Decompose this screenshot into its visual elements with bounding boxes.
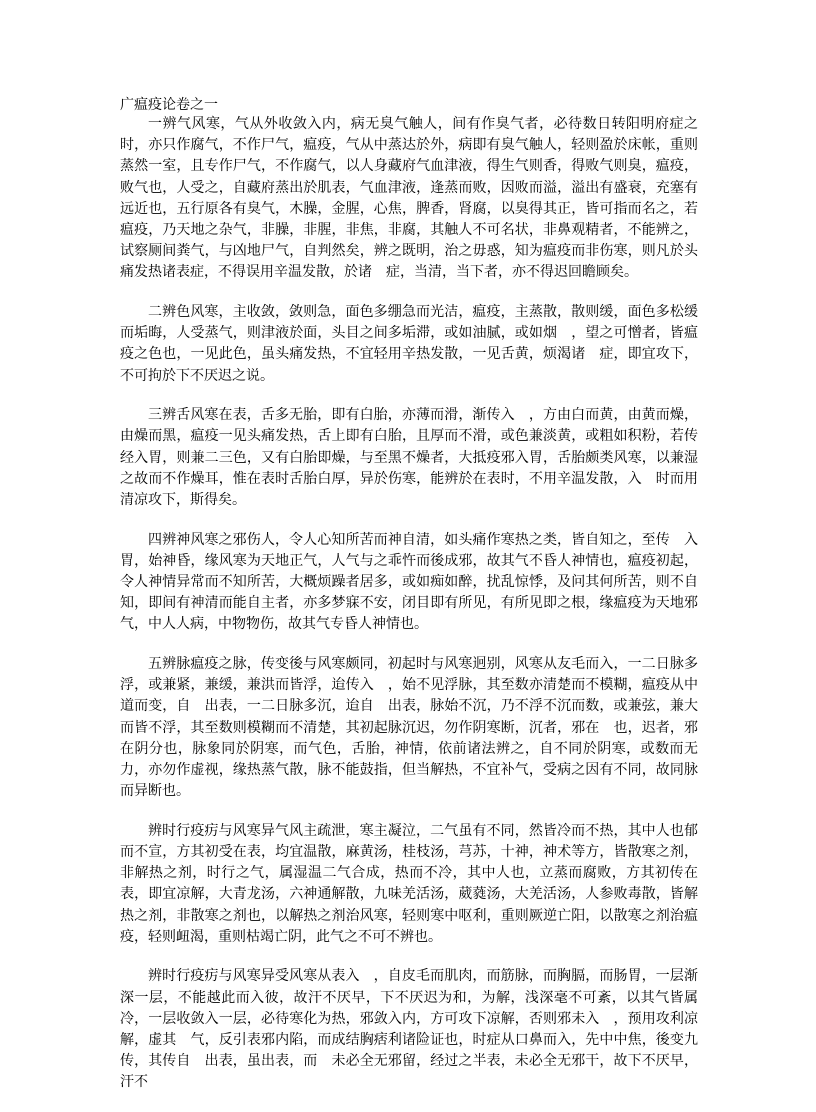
paragraph-complexion: 二辨色风寒，主收敛，敛则急，面色多绷急而光洁，瘟疫，主蒸散，散则缓，面色多松缓而垢晦，人受蒸气，则津液於面，头目之间多垢滞，或如油腻，或如烟 ，望之可憎者，皆瘟疫之色也，一见此色，虽头痛发热，不宜轻用辛热发散，一见舌黄，烦渴诸 症，即宜攻下，不可拘於下不厌迟之说。	[120, 304, 698, 384]
paragraph-pulse: 五辨脉瘟疫之脉，传变後与风寒颇同，初起时与风寒迥别，风寒从友毛而入，一二日脉多浮，或兼紧，兼缓，兼洪而皆浮，迨传入 ，始不见浮脉，其至数亦清楚而不模糊，瘟疫从中道而变，自 出表，一二日脉多沉，迨自 出表，脉始不沉，乃不浮不沉而数，或兼弦，兼大而皆不浮，其至数则模糊而不清楚，其初起脉沉迟，勿作阴寒断，沉者，邪在 也，迟者，邪在阴分也，脉象同於阴寒，而气色，舌胎，神情，依前诸法辨之，自不同於阴寒，或数而无力，亦勿作虚视，缘热蒸气散，脉不能鼓指，但当解热，不宜补气，受病之因有不同，故同脉而异断也。	[120, 656, 698, 800]
document-page	[120, 96, 698, 1112]
paragraph-reception-difference: 辨时行疫疠与风寒异受风寒从表入 ，自皮毛而肌肉，而筋脉，而胸膈，而肠胃，一层渐深一层，不能越此而入彼，故汗不厌早，下不厌迟为和，为解，浅深毫不可紊，以其气皆属冷，一层收敛入一层，必待寒化为热，邪敛入内，方可攻下凉解，否则邪未入 ，预用攻利凉解，虚其 气，反引表邪内陷，而成结胸痞利诸险证也，时症从口鼻而入，先中中焦，後变九传，其传自 出表，虽出表，而 未必全无邪留，经过之半表，未必全无邪干，故下不厌早，汗不	[120, 968, 698, 1091]
document-title: 广瘟疫论卷之一	[120, 97, 218, 113]
paragraph-tongue: 三辨舌风寒在表，舌多无胎，即有白胎，亦薄而滑，渐传入 ，方由白而黄，由黄而燥，由燥而黑，瘟疫一见头痛发热，舌上即有白胎，且厚而不滑，或色兼淡黄，或粗如积粉，若传经入胃，则兼二三色，又有白胎即燥，与至黑不燥者，大抵疫邪入胃，舌胎颇类风寒，以兼湿之故而不作燥耳，惟在表时舌胎白厚，异於伤寒，能辨於在表时，不用辛温发散，入 时而用清凉攻下，斯得矣。	[120, 407, 698, 509]
paragraph-smell: 一辨气风寒，气从外收敛入内，病无臭气触人，间有作臭气者，必待数日转阳明府症之时，亦只作腐气，不作尸气，瘟疫，气从中蒸达於外，病即有臭气触人，轻则盈於床帐，重则蒸然一室，且专作尸气，不作腐气，以人身藏府气血津液，得生气则香，得败气则臭，瘟疫，败气也，人受之，自藏府蒸出於肌表，气血津液，逢蒸而败，因败而溢，溢出有盛衰，充塞有远近也，五行原各有臭气，木臊，金腥，心焦，脾香，肾腐，以臭得其正，皆可指而名之，若瘟疫，乃天地之杂气，非臊，非腥，非焦，非腐，其触人不可名状，非鼻观精者，不能辨之，试察厕间粪气，与凶地尸气，自判然矣，辨之既明，治之毋惑，知为瘟疫而非伤寒，则凡於头痛发热诸表症，不得误用辛温发散，於诸 症，当清，当下者，亦不得迟回瞻顾矣。	[120, 116, 698, 281]
paragraph-spirit: 四辨神风寒之邪伤人，令人心知所苦而神自清，如头痛作寒热之类，皆自知之，至传 入胃，始神昏，缘风寒为天地正气，人气与之乖忤而後成邪，故其气不昏人神情也，瘟疫初起，令人神情异常而不知所苦，大概烦躁者居多，或如痴如醉，扰乱惊悸，及问其何所苦，则不自知，即间有神清而能自主者，亦多梦寐不安，闭目即有所见，有所见即之根，缘瘟疫为天地邪气，中人人病，中物物伤，故其气专昏人神情也。	[120, 531, 698, 633]
paragraph-qi-difference: 辨时行疫疠与风寒异气风主疏泄，寒主凝泣，二气虽有不同，然皆冷而不热，其中人也郁而不宣，方其初受在表，均宜温散，麻黄汤，桂枝汤，芎苏，十神，神术等方，皆散寒之剂，非解热之剂，时行之气，属湿温二气合成，热而不冷，其中人也，立蒸而腐败，方其初传在表，即宜凉解，大青龙汤，六神通解散，九味羌活汤，葳蕤汤，大羌活汤，人参败毒散，皆解热之剂，非散寒之剂也，以解热之剂治风寒，轻则寒中呕利，重则厥逆亡阳，以散寒之剂治瘟疫，轻则衄渴，重则枯竭亡阴，此气之不可不辨也。	[120, 822, 698, 945]
